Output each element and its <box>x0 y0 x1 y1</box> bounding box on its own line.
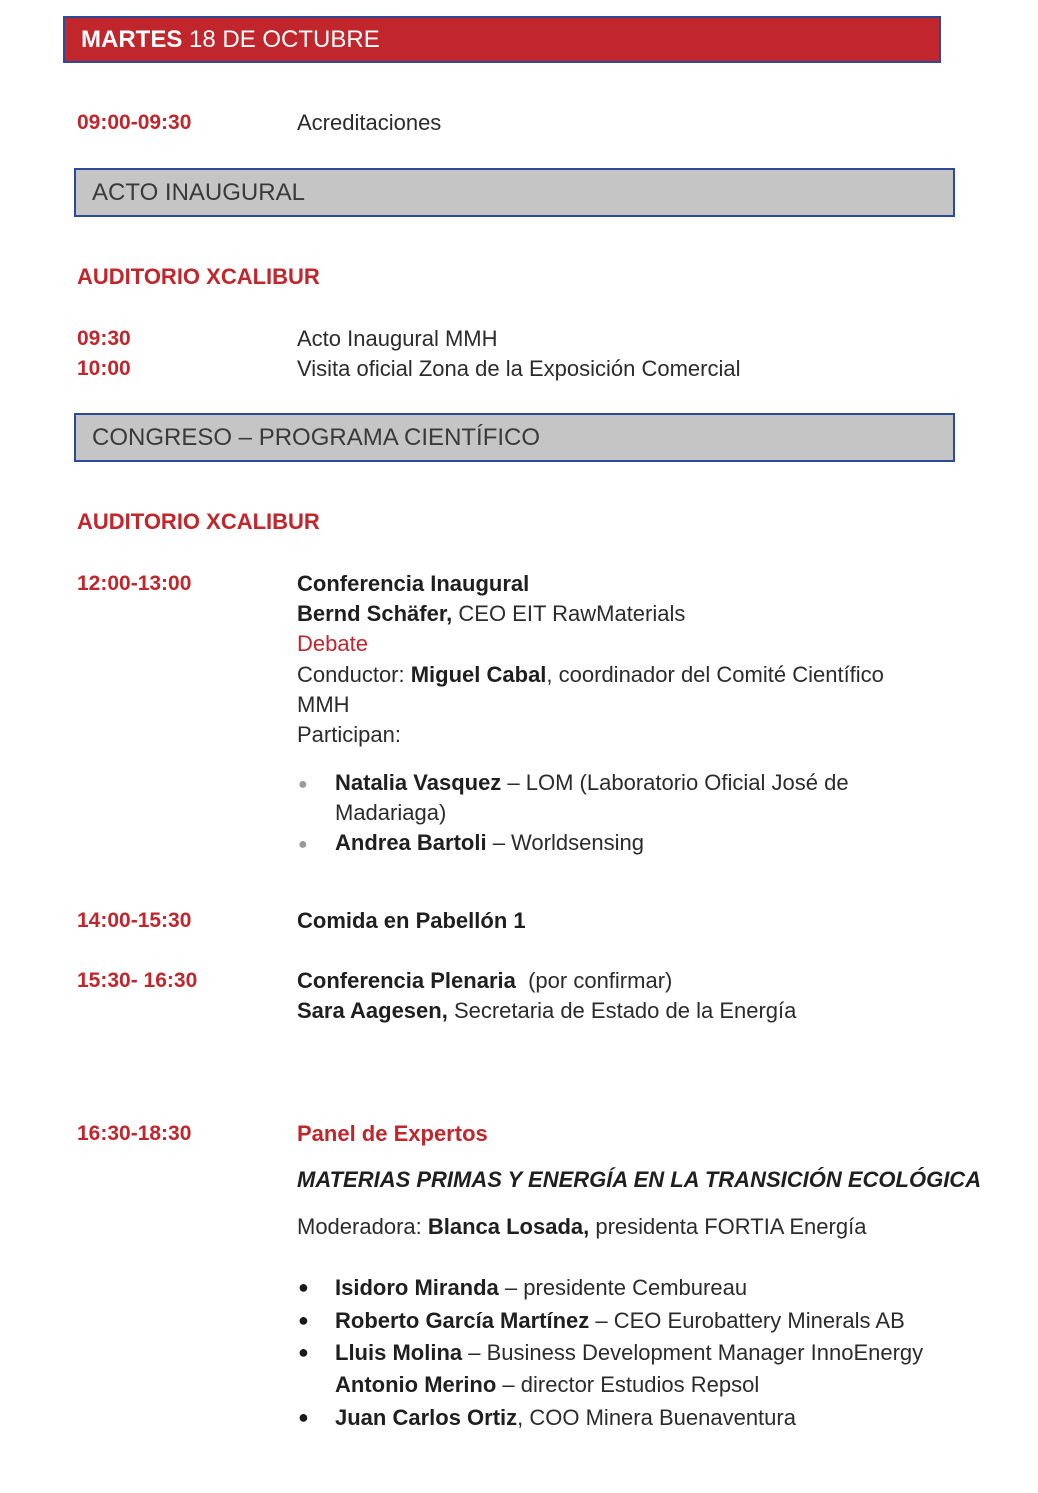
panel-subtitle: MATERIAS PRIMAS Y ENERGÍA EN LA TRANSICIÓN ECOLÓGICA <box>297 1167 982 1192</box>
plenaria-speaker: Sara Aagesen, <box>297 998 448 1023</box>
participant-name: Natalia Vasquez <box>335 770 502 795</box>
time-conferencia-inaugural: 12:00-13:00 <box>77 572 192 595</box>
plenaria-line <box>297 968 672 994</box>
conductor-prefix: Conductor: <box>297 662 411 687</box>
panel-member <box>335 1340 923 1366</box>
time-acto-2: 10:00 <box>77 357 131 380</box>
member-role: – CEO Eurobattery Minerals AB <box>589 1308 905 1333</box>
time-plenaria: 15:30- 16:30 <box>77 969 198 992</box>
label-acto-2: Visita oficial Zona de la Exposición Comercial <box>297 356 741 381</box>
comida-label: Comida en Pabellón 1 <box>297 908 526 933</box>
participant-item <box>335 830 644 856</box>
day-name: MARTES <box>81 26 183 53</box>
time-acto-1: 09:30 <box>77 327 131 350</box>
member-role: , COO Minera Buenaventura <box>517 1405 796 1430</box>
panel-title: Panel de Expertos <box>297 1121 488 1146</box>
conductor-name: Miguel Cabal <box>410 662 547 687</box>
moderator-role: presidenta FORTIA Energía <box>589 1214 867 1239</box>
title-conferencia-inaugural <box>297 571 529 597</box>
bullet-icon: ● <box>298 776 308 793</box>
moderator-line <box>297 1214 866 1240</box>
bullet-icon: ● <box>298 1342 309 1362</box>
section-acto-inaugural: ACTO INAUGURAL <box>74 168 955 217</box>
plenaria-note: (por confirmar) <box>515 968 673 993</box>
participant-role-cont: Madariaga) <box>335 800 447 825</box>
speaker-name: Bernd Schäfer, <box>297 601 453 626</box>
day-banner <box>63 16 941 63</box>
plenaria-title: Conferencia Plenaria <box>297 968 516 993</box>
member-role: – presidente Cembureau <box>498 1275 748 1300</box>
venue-acto: AUDITORIO XCALIBUR <box>77 264 320 289</box>
member-name: Isidoro Miranda <box>335 1275 499 1300</box>
member-role: – Business Development Manager InnoEnergy <box>462 1340 924 1365</box>
panel-member <box>335 1275 747 1301</box>
label-comida <box>297 908 526 934</box>
member-name: Lluis Molina <box>335 1340 463 1365</box>
conferencia-inaugural-title: Conferencia Inaugural <box>297 571 530 596</box>
member-name: Roberto García Martínez <box>335 1308 590 1333</box>
participants-label: Participan: <box>297 722 401 747</box>
day-date: 18 DE OCTUBRE <box>189 26 380 53</box>
participant-role: – LOM (Laboratorio Oficial José de <box>501 770 849 795</box>
time-acreditaciones: 09:00-09:30 <box>77 111 192 134</box>
member-name: Antonio Merino <box>335 1372 497 1397</box>
bullet-icon: ● <box>298 1310 309 1330</box>
venue-congreso: AUDITORIO XCALIBUR <box>77 509 320 534</box>
conductor-role-cont: MMH <box>297 692 350 717</box>
label-acreditaciones: Acreditaciones <box>297 110 442 135</box>
debate-label: Debate <box>297 631 368 656</box>
moderator-prefix: Moderadora: <box>297 1214 428 1239</box>
panel-member <box>335 1308 905 1334</box>
plenaria-speaker-line <box>297 998 796 1024</box>
plenaria-speaker-role: Secretaria de Estado de la Energía <box>447 998 797 1023</box>
bullet-icon: ● <box>298 1407 309 1427</box>
panel-member <box>335 1405 796 1431</box>
participant-name: Andrea Bartoli <box>335 830 487 855</box>
time-comida: 14:00-15:30 <box>77 909 192 932</box>
conductor-role: , coordinador del Comité Científico <box>546 662 884 687</box>
bullet-icon: ● <box>298 836 308 853</box>
label-acto-1: Acto Inaugural MMH <box>297 326 498 351</box>
participant-item <box>335 770 849 796</box>
speaker-role: CEO EIT RawMaterials <box>452 601 686 626</box>
moderator-name: Blanca Losada, <box>427 1214 590 1239</box>
member-name: Juan Carlos Ortiz <box>335 1405 518 1430</box>
section-congreso: CONGRESO – PROGRAMA CIENTÍFICO <box>74 413 955 462</box>
panel-member <box>335 1372 759 1398</box>
member-role: – director Estudios Repsol <box>496 1372 760 1397</box>
conductor-line <box>297 662 884 688</box>
participant-role: – Worldsensing <box>486 830 644 855</box>
bullet-icon: ● <box>298 1277 309 1297</box>
speaker-line <box>297 601 685 627</box>
time-panel: 16:30-18:30 <box>77 1122 192 1145</box>
